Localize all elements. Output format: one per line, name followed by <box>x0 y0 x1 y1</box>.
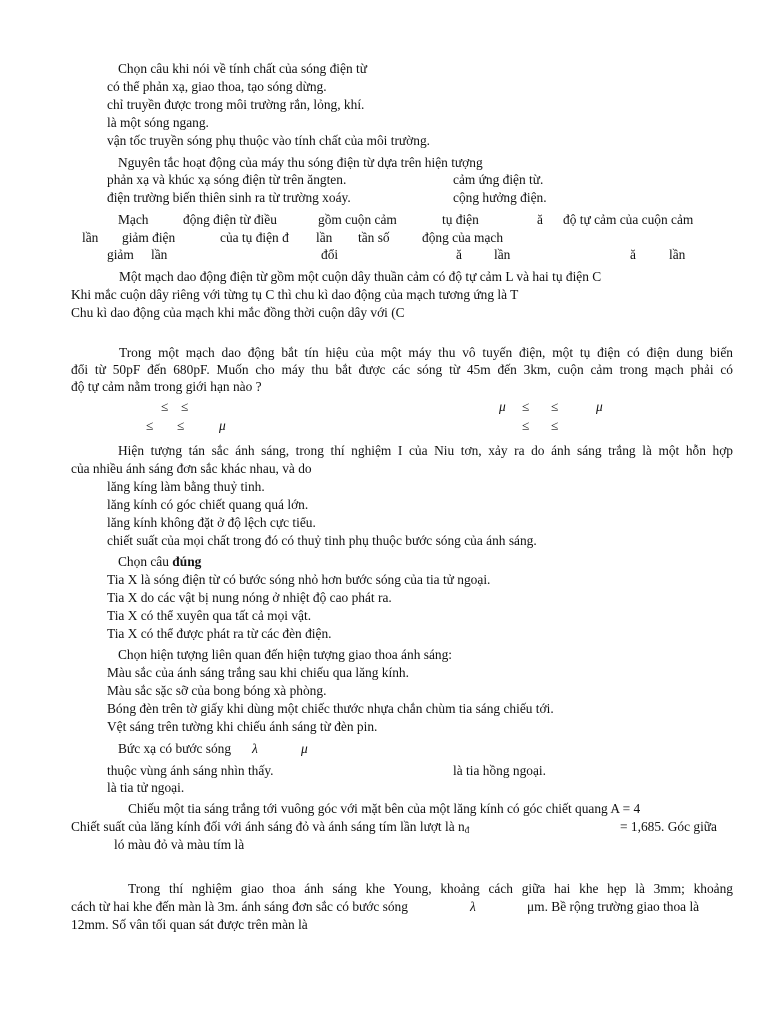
q8-option-d: Vệt sáng trên tường khi chiếu ánh sáng từ đèn pin. <box>107 719 378 734</box>
q3-fragment: tụ điện <box>442 212 479 227</box>
q7-stem-emphasis: đúng <box>172 554 202 569</box>
lambda-symbol: λ <box>470 899 476 914</box>
q3-fragment: gồm cuộn cảm <box>318 212 397 227</box>
q3-fragment: tần số <box>358 230 390 245</box>
q11-line2-suffix: μm. Bề rộng trường giao thoa là <box>527 899 700 914</box>
q3-fragment: động của mạch <box>422 230 504 245</box>
q8-option-c: Bóng đèn trên tờ giấy khi dùng một chiếc thước nhựa chắn chùm tia sáng chiếu tới. <box>107 701 554 716</box>
q2-option-a: phản xạ và khúc xạ sóng điện từ trên ăngten. <box>107 172 347 187</box>
q7-stem-prefix: Chọn câu <box>118 554 173 569</box>
leq-symbol: ≤ <box>177 418 185 433</box>
q7-option-b: Tia X do các vật bị nung nóng ở nhiệt độ cao phát ra. <box>107 590 392 605</box>
mu-symbol: μ <box>596 399 603 414</box>
q9-option-b: là tia hồng ngoại. <box>453 763 546 778</box>
leq-symbol: ≤ <box>551 418 559 433</box>
mu-symbol: μ <box>499 399 506 414</box>
q10-line2-prefix: Chiết suất của lăng kính đối với ánh sáng đỏ và ánh sáng tím lần lượt là n <box>71 819 465 834</box>
q6-option-a: lăng kíng làm bằng thuỷ tinh. <box>107 479 265 494</box>
q3-fragment: độ tự cảm của cuộn cảm <box>563 212 694 227</box>
q10-line3: ló màu đỏ và màu tím là <box>114 837 245 852</box>
q7-option-c: Tia X có thể xuyên qua tất cả mọi vật. <box>107 608 312 623</box>
q6-option-c: lăng kính không đặt ở độ lệch cực tiểu. <box>107 515 316 530</box>
q3-fragment: ă <box>537 212 543 227</box>
q7-option-a: Tia X là sóng điện từ có bước sóng nhỏ hơn bước sóng của tia tử ngoại. <box>107 572 491 587</box>
q3-fragment: lần <box>82 230 99 245</box>
q10-line2-suffix: = 1,685. Góc giữa <box>620 819 717 834</box>
q3-fragment: lần <box>669 247 686 262</box>
q10-subscript: đ <box>464 825 470 835</box>
q2-option-d: cộng hưởng điện. <box>453 190 547 205</box>
mu-symbol: μ <box>219 418 226 433</box>
q8-option-a: Màu sắc của ánh sáng trắng sau khi chiếu qua lăng kính. <box>107 665 409 680</box>
q5-line2: đổi từ 50pF đến 680pF. Muốn cho máy thu bắt được các sóng từ 45m đến 3km, cuộn cảm trong mạch phải có <box>71 362 733 377</box>
mu-symbol: μ <box>301 741 308 756</box>
leq-symbol: ≤ <box>146 418 154 433</box>
q1-option-d: vận tốc truyền sóng phụ thuộc vào tính chất của môi trường. <box>107 133 430 148</box>
q4-line3: Chu kì dao động của mạch khi mắc đồng thời cuộn dây với (C <box>71 305 405 320</box>
leq-symbol: ≤ <box>522 418 530 433</box>
q9-stem: Bức xạ có bước sóng <box>118 741 232 756</box>
q5-line1: Trong một mạch dao động bắt tín hiệu của một máy thu vô tuyến điện, một tụ điện có điện dung biến <box>119 345 733 360</box>
q2-option-b: cảm ứng điện từ. <box>453 172 544 187</box>
q6-line2: của nhiều ánh sáng đơn sắc khác nhau, và do <box>71 461 312 476</box>
q8-stem: Chọn hiện tượng liên quan đến hiện tượng giao thoa ánh sáng: <box>118 647 453 662</box>
q3-fragment: Mạch <box>118 212 149 227</box>
q10-line1: Chiếu một tia sáng trắng tới vuông góc với mặt bên của một lăng kính có góc chiết quang A = 4 <box>128 801 641 816</box>
q3-fragment: giảm <box>107 247 134 262</box>
q4-line2: Khi mắc cuộn dây riêng với từng tụ C thì chu kì dao động của mạch tương ứng là T <box>71 287 519 302</box>
lambda-symbol: λ <box>252 741 258 756</box>
q11-line1: Trong thí nghiệm giao thoa ánh sáng khe Young, khoảng cách giữa hai khe hẹp là 3mm; khoảng <box>128 881 733 896</box>
leq-symbol: ≤ <box>551 399 559 414</box>
q7-option-d: Tia X có thể được phát ra từ các đèn điện. <box>107 626 332 641</box>
q2-option-c: điện trường biến thiên sinh ra từ trường xoáy. <box>107 190 351 205</box>
q11-line3: 12mm. Số vân tối quan sát được trên màn là <box>71 917 308 932</box>
q3-fragment: lần <box>494 247 511 262</box>
leq-symbol: ≤ <box>161 399 169 414</box>
q5-line3: độ tự cảm nằm trong giới hạn nào ? <box>71 379 262 394</box>
q8-option-b: Màu sắc sặc sỡ của bong bóng xà phòng. <box>107 683 327 698</box>
q9-option-a: thuộc vùng ánh sáng nhìn thấy. <box>107 763 274 778</box>
q3-fragment: của tụ điện đ <box>220 230 289 245</box>
leq-symbol: ≤ <box>181 399 189 414</box>
q3-fragment: lần <box>151 247 168 262</box>
q6-option-b: lăng kính có góc chiết quang quá lớn. <box>107 497 309 512</box>
q3-fragment: đổi <box>321 247 339 262</box>
q11-line2-prefix: cách từ hai khe đến màn là 3m. ánh sáng đơn sắc có bước sóng <box>71 899 408 914</box>
q6-option-d: chiết suất của mọi chất trong đó có thuỷ tinh phụ thuộc bước sóng của ánh sáng. <box>107 533 537 548</box>
q3-fragment: ă <box>630 247 636 262</box>
q1-stem: Chọn câu khi nói về tính chất của sóng điện từ <box>118 61 367 76</box>
q1-option-c: là một sóng ngang. <box>107 115 209 130</box>
q1-option-b: chỉ truyền được trong môi trường rắn, lỏng, khí. <box>107 97 365 112</box>
q6-line1: Hiện tượng tán sắc ánh sáng, trong thí nghiệm I của Niu tơn, xảy ra do ánh sáng trắng là một hỗn hợp <box>118 443 733 458</box>
q2-stem: Nguyên tắc hoạt động của máy thu sóng điện từ dựa trên hiện tượng <box>118 155 483 170</box>
q1-option-a: có thể phản xạ, giao thoa, tạo sóng dừng. <box>107 79 327 94</box>
q3-fragment: động điện từ điều <box>183 212 277 227</box>
leq-symbol: ≤ <box>522 399 530 414</box>
q3-fragment: ă <box>456 247 462 262</box>
q3-fragment: giảm điện <box>122 230 176 245</box>
q7-stem <box>118 553 201 570</box>
q4-line1: Một mạch dao động điện từ gồm một cuộn dây thuần cảm có độ tự cảm L và hai tụ điện C <box>119 269 602 284</box>
q3-fragment: lần <box>316 230 333 245</box>
q9-option-c: là tia tử ngoại. <box>107 780 185 795</box>
